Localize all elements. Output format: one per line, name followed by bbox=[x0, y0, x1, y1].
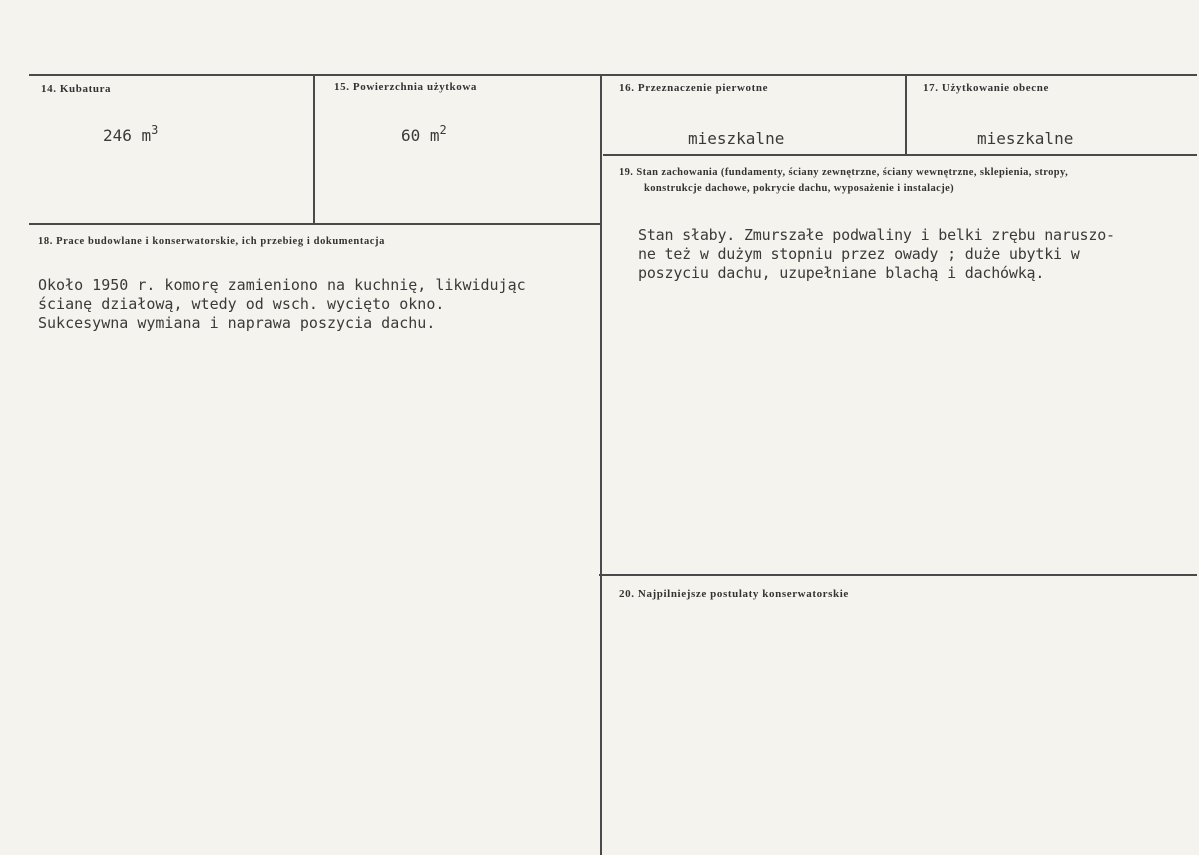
field-16-value: mieszkalne bbox=[688, 129, 785, 148]
field-15-exponent: 2 bbox=[439, 123, 447, 137]
field-18-text: Około 1950 r. komorę zamieniono na kuchnię, likwidując ścianę działową, wtedy od wsch. wycięto okno. Sukcesywna wymiana i naprawa poszycia dachu. bbox=[38, 276, 526, 332]
field-14-exponent: 3 bbox=[151, 123, 159, 137]
divider-line-18 bbox=[29, 223, 601, 225]
divider-line-16-17 bbox=[603, 154, 1197, 156]
field-17-label: 17. Użytkowanie obecne bbox=[923, 82, 1049, 94]
field-15-label: 15. Powierzchnia użytkowa bbox=[334, 81, 478, 93]
field-15-value bbox=[401, 123, 447, 145]
field-14-value bbox=[103, 123, 159, 145]
center-column-divider bbox=[600, 74, 602, 855]
field-19-label-line1: 19. Stan zachowania (fundamenty, ściany zewnętrzne, ściany wewnętrzne, sklepienia, stropy, bbox=[619, 167, 1069, 178]
top-border-line bbox=[29, 74, 1197, 76]
field-14-number: 246 m bbox=[103, 126, 152, 145]
field-16-label: 16. Przeznaczenie pierwotne bbox=[619, 82, 769, 94]
field-18-label: 18. Prace budowlane i konserwatorskie, ich przebieg i dokumentacja bbox=[38, 236, 386, 247]
field-20-label: 20. Najpilniejsze postulaty konserwatorskie bbox=[619, 588, 849, 600]
divider-line-20 bbox=[599, 574, 1197, 576]
field-14-label: 14. Kubatura bbox=[41, 83, 112, 95]
field-19-text: Stan słaby. Zmurszałe podwaliny i belki zrębu naruszo- ne też w dużym stopniu przez owady ; duże ubytki w poszyciu dachu, uzupełniane blachą i dachówką. bbox=[638, 226, 1115, 282]
field-15-number: 60 m bbox=[401, 126, 440, 145]
field-17-value: mieszkalne bbox=[977, 129, 1074, 148]
field-19-label-line2: konstrukcje dachowe, pokrycie dachu, wyposażenie i instalacje) bbox=[644, 183, 955, 194]
column-divider-14-15 bbox=[313, 74, 315, 224]
column-divider-16-17 bbox=[905, 74, 907, 155]
